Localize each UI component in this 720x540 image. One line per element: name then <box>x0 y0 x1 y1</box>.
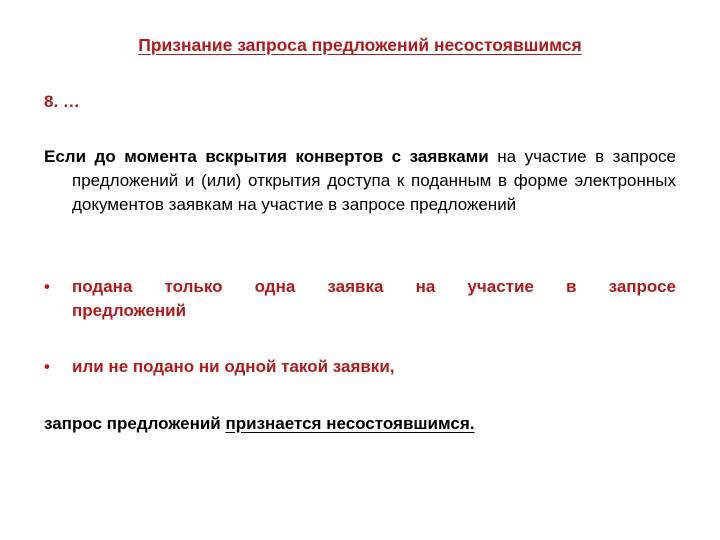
conclusion-highlight: признается несостоявшимся. <box>225 414 475 433</box>
bullet-text-line-1: подана только одна заявка на участие в запросе <box>72 277 676 296</box>
item-number: 8. … <box>44 92 80 111</box>
bullet-marker: • <box>44 357 50 376</box>
bullet-marker: • <box>44 277 50 296</box>
bullet-item-no-applications <box>44 355 676 379</box>
conclusion-prefix: запрос предложений <box>44 414 226 433</box>
conclusion <box>44 412 474 436</box>
main-paragraph <box>44 145 676 217</box>
main-paragraph-bold: Если до момента вскрытия конвертов с заявками <box>44 147 489 166</box>
bullet-item-single-application <box>44 275 676 323</box>
bullet-text: или не подано ни одной такой заявки, <box>72 357 395 376</box>
bullet-text <box>72 275 676 323</box>
bullet-text-line-2: предложений <box>72 301 187 320</box>
slide-title-text: Признание запроса предложений несостоявшимся <box>138 35 582 55</box>
main-paragraph-normal: на участие в запросе предложений и (или) открытия доступа к поданным в форме электронных документов заявкам на участие в запросе предложений <box>72 147 676 214</box>
slide-title <box>0 35 720 56</box>
